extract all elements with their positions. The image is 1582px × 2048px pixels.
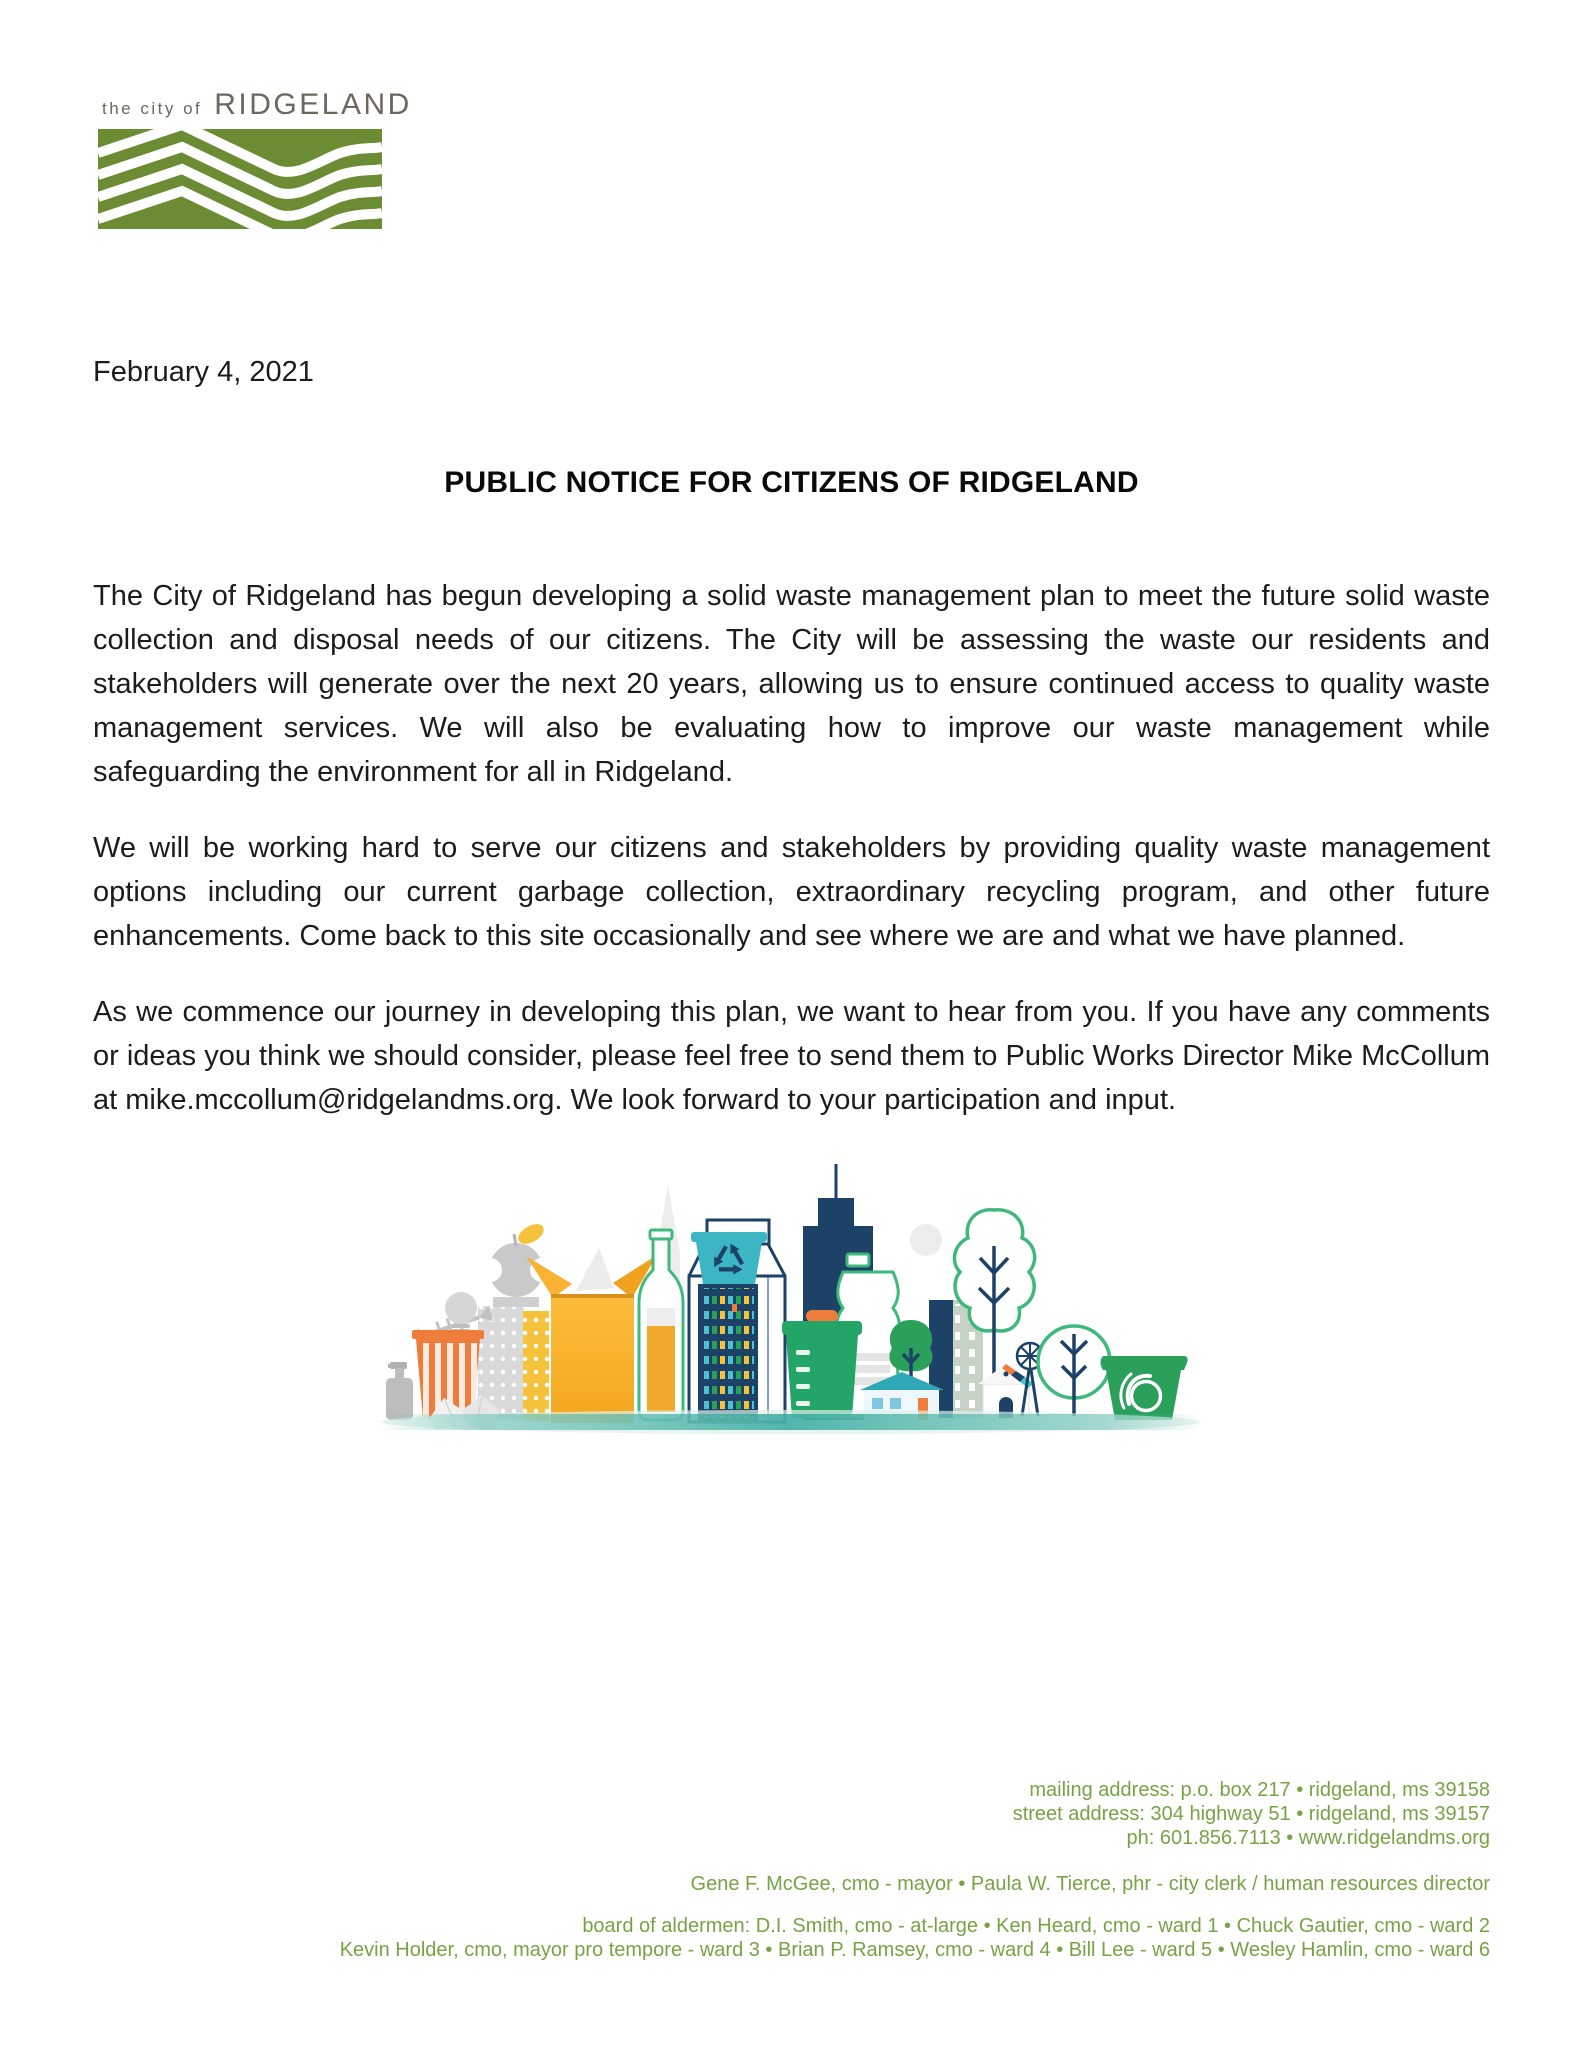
- ridge-waves-icon: [98, 129, 382, 229]
- logo-city-name: RIDGELAND: [214, 88, 412, 121]
- footer-mailing-address: mailing address: p.o. box 217 • ridgeland, ms 39158: [1029, 1779, 1490, 1801]
- city-recycling-illustration: [366, 1158, 1216, 1450]
- logo-tagline: the city of: [102, 99, 203, 118]
- footer-contact-block: [93, 1778, 1490, 1850]
- footer-aldermen-line-2: Kevin Holder, cmo, mayor pro tempore - ward 3 • Brian P. Ramsey, cmo - ward 4 • Bill Lee - ward 5 • Wesley Hamlin, cmo - ward 6: [339, 1939, 1490, 1961]
- footer-street-address: street address: 304 highway 51 • ridgeland, ms 39157: [1012, 1803, 1490, 1825]
- paragraph-services: We will be working hard to serve our citizens and stakeholders by providing quality waste management options including our current garbage collection, extraordinary recycling program, and other future enhancements. Come back to this site occasionally and see where we are and what we have planned.: [93, 832, 1490, 952]
- swirl-recycle-cart-icon: [1101, 1356, 1188, 1420]
- footer-officials-line: Gene F. McGee, cmo - mayor • Paula W. Tierce, phr - city clerk / human resources director: [690, 1873, 1490, 1895]
- footer-aldermen-line-1: board of aldermen: D.I. Smith, cmo - at-large • Ken Heard, cmo - ward 1 • Chuck Gautier, cmo - ward 2: [582, 1915, 1490, 1937]
- city-of-ridgeland-logo: [98, 88, 412, 229]
- apple-core-icon: [478, 1220, 554, 1307]
- footer-phone-website: ph: 601.856.7113 • www.ridgelandms.org: [1126, 1827, 1490, 1849]
- round-tree-icon: [1038, 1326, 1110, 1416]
- letter-body: [93, 574, 1490, 1154]
- recycle-bin-building: [691, 1232, 767, 1422]
- green-garbage-bin-icon: [782, 1310, 862, 1418]
- paragraph-feedback: As we commence our journey in developing this plan, we want to hear from you. If you have any comments or ideas you think we should consider, please feel free to send them to Public Works Director Mike McCollum at mike.mccollum@ridgelandms.org. We look forward to your participation and input.: [93, 996, 1490, 1116]
- footer-aldermen-block: [93, 1914, 1490, 1962]
- sanitizer-bottle-icon: [386, 1362, 413, 1420]
- letter-date: February 4, 2021: [93, 356, 314, 388]
- page-title: PUBLIC NOTICE FOR CITIZENS OF RIDGELAND: [444, 466, 1139, 499]
- letterhead-footer: [93, 1778, 1490, 1962]
- city-recycling-illustration-svg: [366, 1158, 1216, 1450]
- paragraph-plan-intro: The City of Ridgeland has begun developing a solid waste management plan to meet the future solid waste collection and disposal needs of our citizens. The City will be assessing the waste our residents and stakeholders will generate over the next 20 years, allowing us to ensure continued access to quality waste management services. We will also be evaluating how to improve our waste management while safeguarding the environment for all in Ridgeland.: [93, 580, 1490, 788]
- ground-line: [381, 1410, 1201, 1434]
- logo-wordmark: [102, 88, 412, 122]
